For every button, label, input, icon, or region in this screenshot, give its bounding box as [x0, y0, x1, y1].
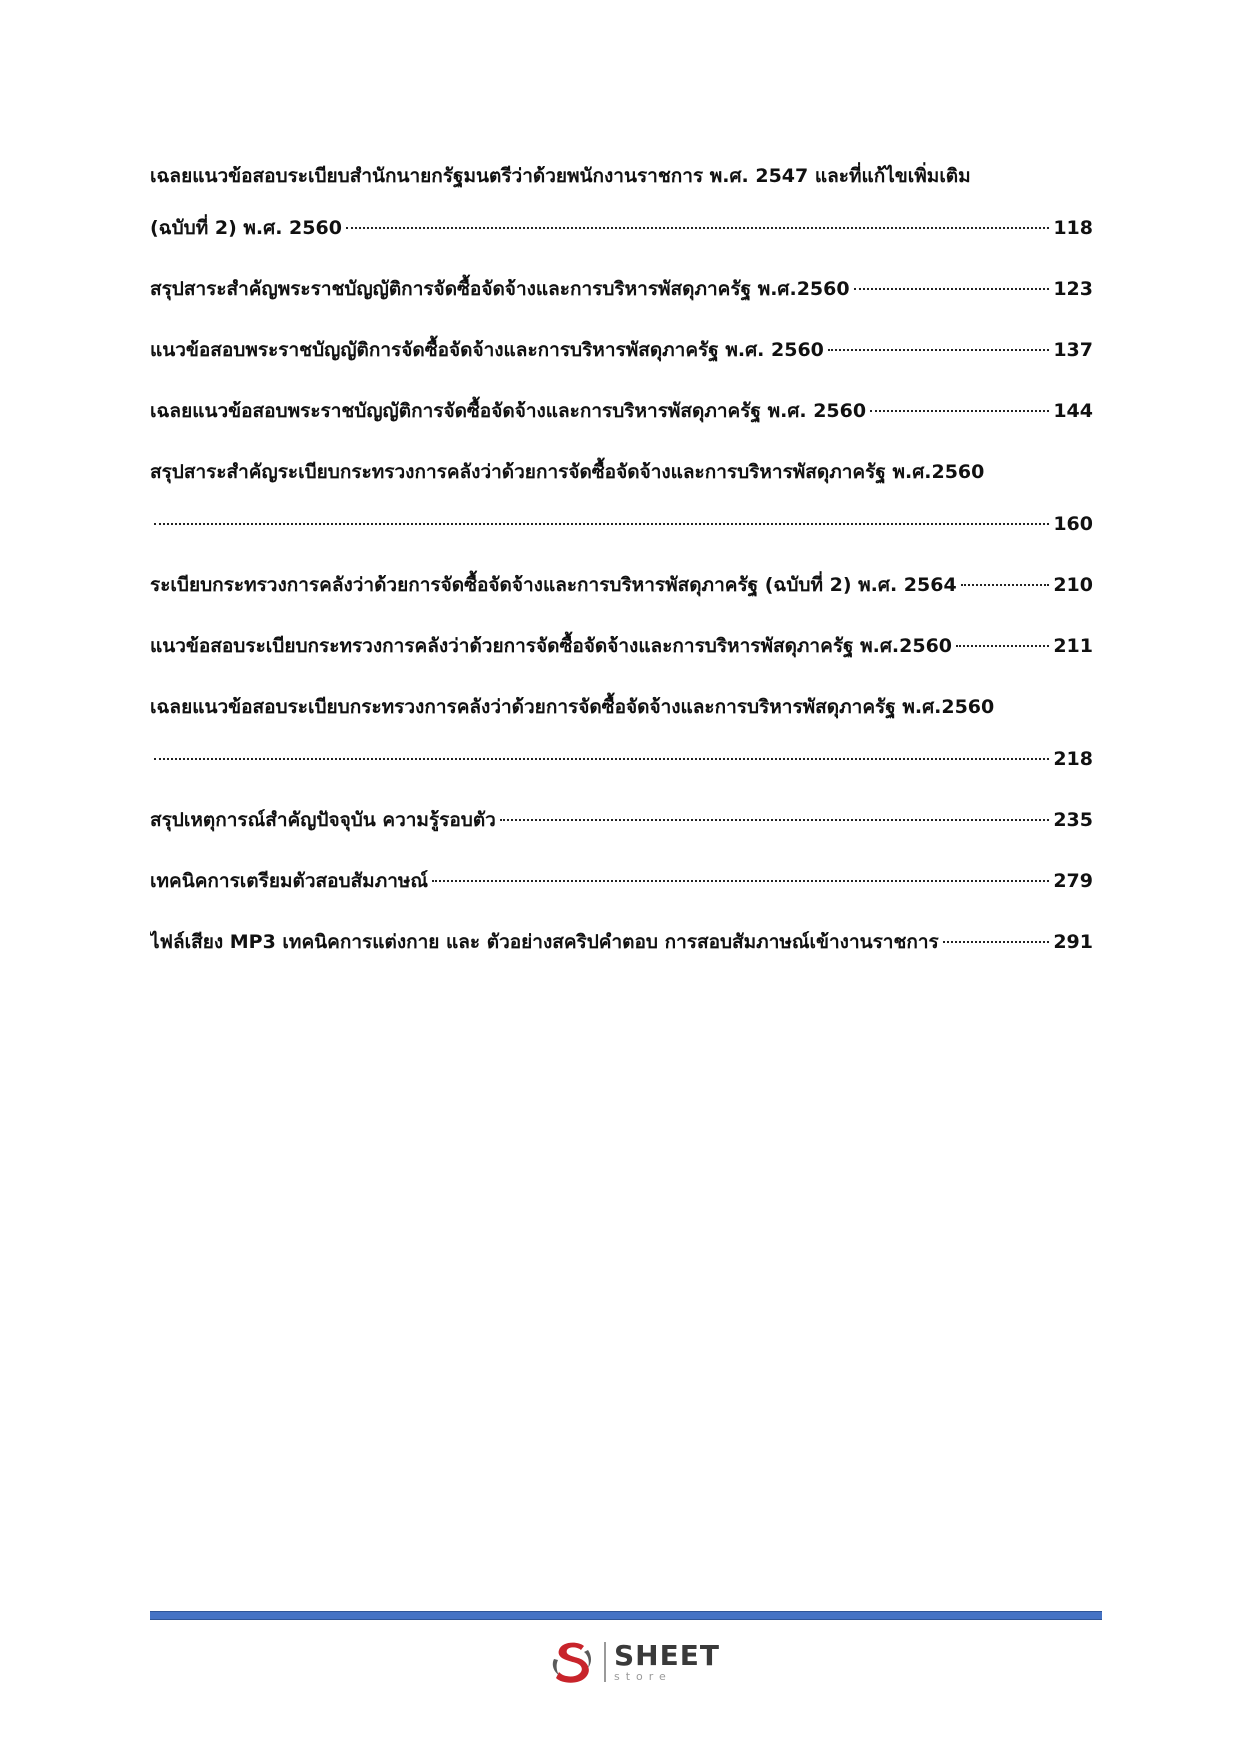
dot-leader [154, 523, 1049, 525]
toc-page-number: 160 [1053, 513, 1093, 535]
toc-entry-7[interactable] [150, 620, 1093, 672]
dot-leader [961, 584, 1050, 586]
dot-leader [870, 410, 1049, 412]
logo-wordmark: SHEET [614, 1639, 720, 1672]
toc-entry-1[interactable] [150, 150, 1093, 254]
toc-page-number: 279 [1053, 870, 1093, 892]
toc-page-number: 118 [1053, 217, 1093, 239]
toc-page-number: 211 [1053, 635, 1093, 657]
toc-entry-5[interactable] [150, 446, 1093, 550]
toc-entry-title: สรุปสาระสำคัญพระราชบัญญัติการจัดซื้อจัดจ้างและการบริหารพัสดุภาครัฐ พ.ศ.2560 [150, 278, 850, 300]
toc-page-number: 144 [1053, 400, 1093, 422]
toc-entry-title: ระเบียบกระทรวงการคลังว่าด้วยการจัดซื้อจัดจ้างและการบริหารพัสดุภาครัฐ (ฉบับที่ 2) พ.ศ. 2564 [150, 574, 957, 596]
toc-entry-title: (ฉบับที่ 2) พ.ศ. 2560 [150, 217, 342, 239]
sheet-store-logo [548, 1634, 728, 1690]
dot-leader [828, 349, 1049, 351]
dot-leader [943, 941, 1050, 943]
toc-page-number: 137 [1053, 339, 1093, 361]
toc-entry-3[interactable] [150, 324, 1093, 376]
toc-entry-title: สรุปเหตุการณ์สำคัญปัจจุบัน ความรู้รอบตัว [150, 809, 496, 831]
toc-entry-title-line1: สรุปสาระสำคัญระเบียบกระทรวงการคลังว่าด้วยการจัดซื้อจัดจ้างและการบริหารพัสดุภาครัฐ พ.ศ.2560 [150, 461, 985, 483]
toc-entry-title: เทคนิคการเตรียมตัวสอบสัมภาษณ์ [150, 870, 429, 892]
toc-entry-title-line1: เฉลยแนวข้อสอบระเบียบกระทรวงการคลังว่าด้วยการจัดซื้อจัดจ้างและการบริหารพัสดุภาครัฐ พ.ศ.2560 [150, 696, 995, 718]
toc-entry-2[interactable] [150, 263, 1093, 315]
toc-entry-4[interactable] [150, 385, 1093, 437]
toc-page-number: 123 [1053, 278, 1093, 300]
dot-leader [346, 227, 1049, 229]
logo-divider [604, 1642, 606, 1682]
toc-page-number: 218 [1053, 748, 1093, 770]
toc-entry-8[interactable] [150, 681, 1093, 785]
toc-page-number: 291 [1053, 931, 1093, 953]
footer-rule [150, 1611, 1102, 1620]
table-of-contents [150, 150, 1093, 977]
toc-entry-10[interactable] [150, 855, 1093, 907]
toc-entry-6[interactable] [150, 559, 1093, 611]
dot-leader [956, 645, 1049, 647]
dot-leader [432, 880, 1049, 882]
toc-entry-title: แนวข้อสอบระเบียบกระทรวงการคลังว่าด้วยการจัดซื้อจัดจ้างและการบริหารพัสดุภาครัฐ พ.ศ.2560 [150, 635, 953, 657]
dot-leader [500, 819, 1049, 821]
toc-page-number: 235 [1053, 809, 1093, 831]
toc-entry-title: ไฟล์เสียง MP3 เทคนิคการแต่งกาย และ ตัวอย่างสคริปคำตอบ การสอบสัมภาษณ์เข้างานราชการ [150, 931, 939, 953]
toc-entry-title-line1: เฉลยแนวข้อสอบระเบียบสำนักนายกรัฐมนตรีว่าด้วยพนักงานราชการ พ.ศ. 2547 และที่แก้ไขเพิ่มเติม [150, 165, 971, 187]
dot-leader [154, 758, 1049, 760]
dot-leader [854, 288, 1050, 290]
logo-subtitle: store [614, 1670, 672, 1683]
toc-entry-title: แนวข้อสอบพระราชบัญญัติการจัดซื้อจัดจ้างและการบริหารพัสดุภาครัฐ พ.ศ. 2560 [150, 339, 824, 361]
toc-entry-title: เฉลยแนวข้อสอบพระราชบัญญัติการจัดซื้อจัดจ้างและการบริหารพัสดุภาครัฐ พ.ศ. 2560 [150, 400, 867, 422]
toc-entry-11[interactable] [150, 916, 1093, 968]
toc-entry-9[interactable] [150, 794, 1093, 846]
toc-page-number: 210 [1053, 574, 1093, 596]
sheet-store-logo-icon [548, 1637, 598, 1687]
